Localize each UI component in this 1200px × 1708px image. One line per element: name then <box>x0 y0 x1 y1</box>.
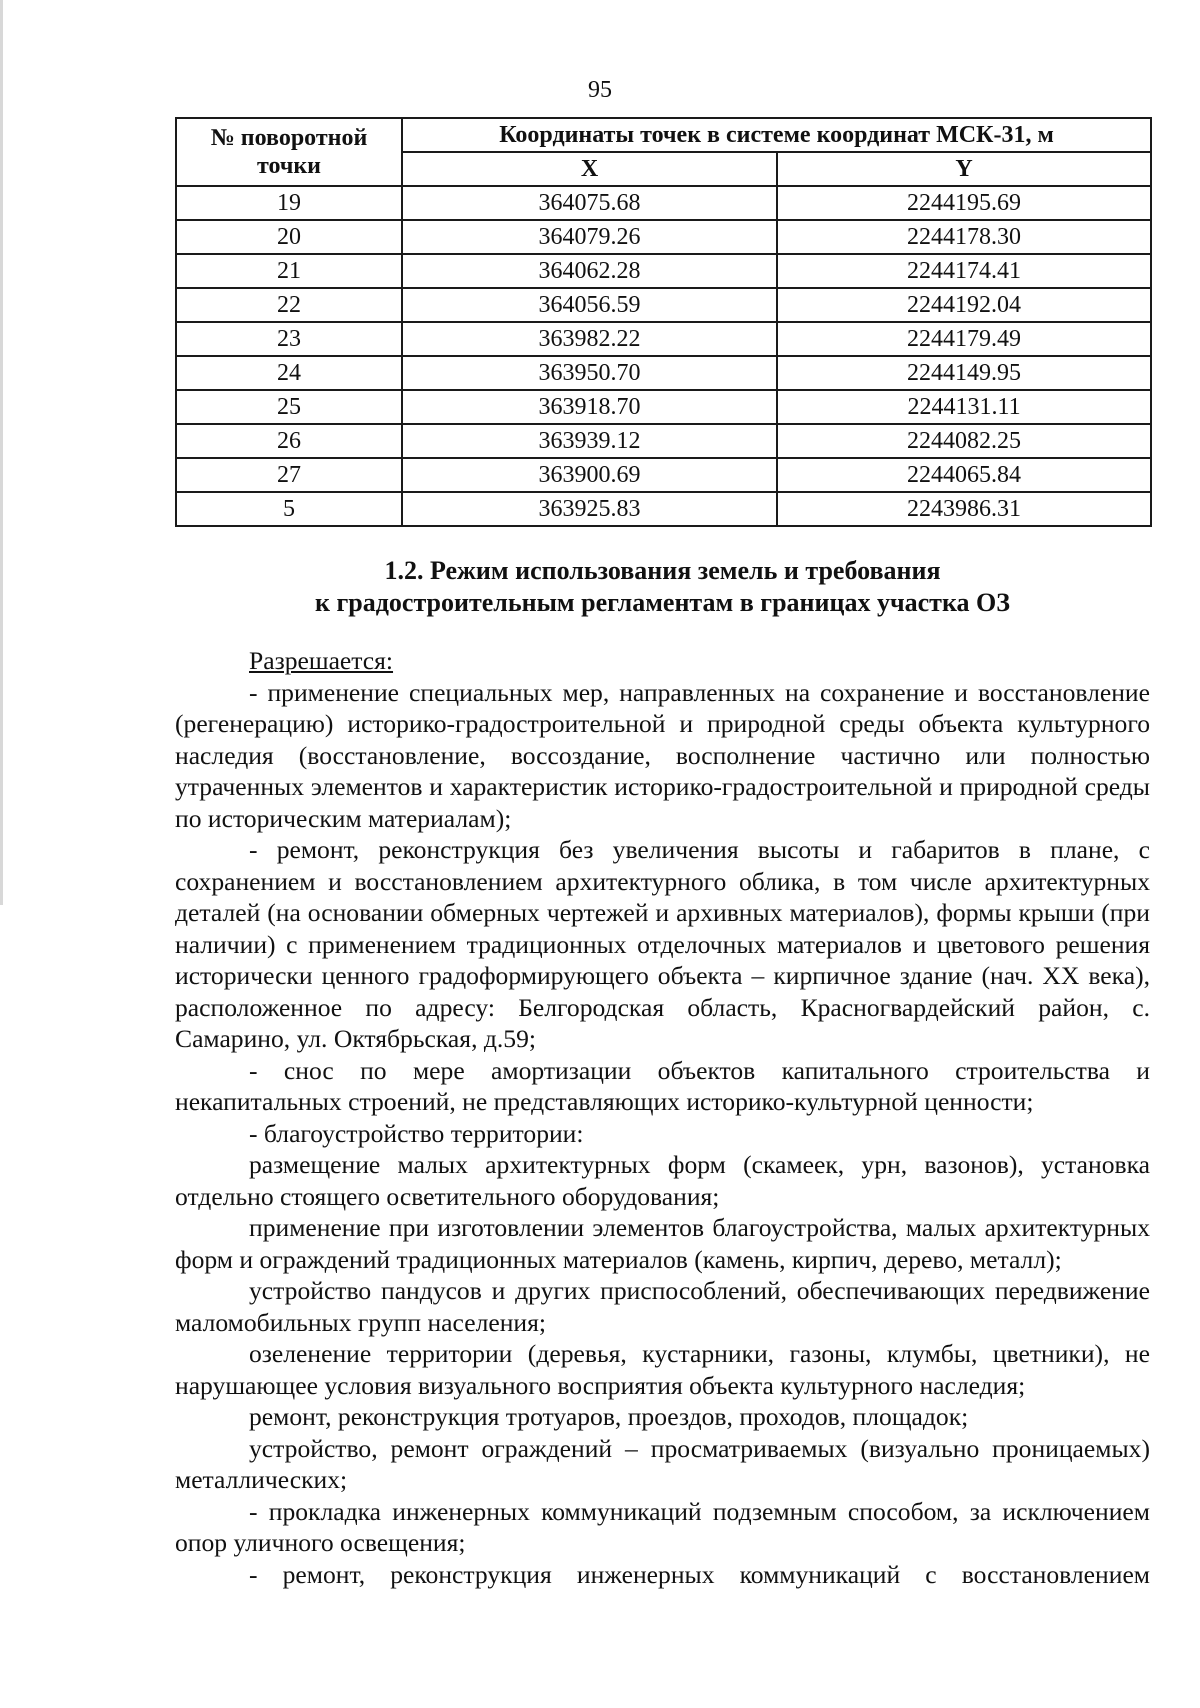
cell-x: 364079.26 <box>402 220 777 254</box>
allowed-label: Разрешается: <box>249 646 394 675</box>
paragraph: устройство, ремонт ограждений – просматриваемых (визуально проницаемых) металлических; <box>175 1433 1150 1494</box>
table-row <box>176 220 1151 254</box>
cell-point: 21 <box>176 254 402 288</box>
section-heading-line-1: 1.2. Режим использования земель и требования <box>384 556 941 585</box>
header-point-number: № поворотной точки <box>176 118 402 186</box>
paragraph: - ремонт, реконструкция без увеличения высоты и габаритов в плане, с сохранением и восстановлением архитектурного облика, в том числе архитектурных деталей (на основании обмерных чертежей и архивных материалов), формы крыши (при наличии) с применением традиционных отделочных материалов и цветового решения исторически ценного градоформирующего объекта – кирпичное здание (нач. XX века), расположенное по адресу: Белгородская область, Красногвардейский район, с. Самарино, ул. Октябрьская, д.59; <box>175 835 1150 1053</box>
cell-x: 363925.83 <box>402 492 777 526</box>
header-y: Y <box>777 152 1151 186</box>
cell-x: 364062.28 <box>402 254 777 288</box>
cell-y: 2244179.49 <box>777 322 1151 356</box>
cell-y: 2244178.30 <box>777 220 1151 254</box>
table-row <box>176 322 1151 356</box>
cell-point: 23 <box>176 322 402 356</box>
scan-edge-line <box>0 0 3 905</box>
table-row <box>176 390 1151 424</box>
cell-x: 363950.70 <box>402 356 777 390</box>
section-heading <box>175 555 1150 619</box>
cell-point: 25 <box>176 390 402 424</box>
table-row <box>176 458 1151 492</box>
paragraph: - ремонт, реконструкция инженерных коммуникаций с восстановлением <box>249 1559 1150 1589</box>
paragraph: - благоустройство территории: <box>249 1118 584 1148</box>
cell-point: 19 <box>176 186 402 220</box>
cell-x: 363918.70 <box>402 390 777 424</box>
table-row <box>176 492 1151 526</box>
header-x: X <box>402 152 777 186</box>
paragraph: - снос по мере амортизации объектов капитального строительства и некапитальных строений, не представляющих историко-культурной ценности; <box>175 1055 1150 1116</box>
table-row <box>176 186 1151 220</box>
page-number: 95 <box>588 77 612 103</box>
table-row <box>176 254 1151 288</box>
cell-point: 20 <box>176 220 402 254</box>
cell-x: 363900.69 <box>402 458 777 492</box>
cell-y: 2244065.84 <box>777 458 1151 492</box>
cell-y: 2244195.69 <box>777 186 1151 220</box>
cell-x: 363982.22 <box>402 322 777 356</box>
paragraph: размещение малых архитектурных форм (скамеек, урн, вазонов), установка отдельно стоящего осветительного оборудования; <box>175 1150 1150 1211</box>
cell-y: 2243986.31 <box>777 492 1151 526</box>
cell-y: 2244149.95 <box>777 356 1151 390</box>
cell-point: 27 <box>176 458 402 492</box>
cell-point: 22 <box>176 288 402 322</box>
paragraph: устройство пандусов и других приспособлений, обеспечивающих передвижение маломобильных групп населения; <box>175 1276 1150 1337</box>
cell-y: 2244174.41 <box>777 254 1151 288</box>
cell-y: 2244082.25 <box>777 424 1151 458</box>
coordinates-table <box>175 117 1152 527</box>
cell-x: 363939.12 <box>402 424 777 458</box>
cell-point: 26 <box>176 424 402 458</box>
cell-y: 2244131.11 <box>777 390 1151 424</box>
cell-y: 2244192.04 <box>777 288 1151 322</box>
paragraph: - прокладка инженерных коммуникаций подземным способом, за исключением опор уличного освещения; <box>175 1496 1150 1557</box>
cell-point: 24 <box>176 356 402 390</box>
cell-x: 364075.68 <box>402 186 777 220</box>
paragraph: озеленение территории (деревья, кустарники, газоны, клумбы, цветники), не нарушающее условия визуального восприятия объекта культурного наследия; <box>175 1339 1150 1400</box>
table-row <box>176 424 1151 458</box>
header-coordinates: Координаты точек в системе координат МСК-31, м <box>402 118 1151 152</box>
body-text <box>175 645 1150 1590</box>
table-row <box>176 356 1151 390</box>
paragraph: применение при изготовлении элементов благоустройства, малых архитектурных форм и ограждений традиционных материалов (камень, кирпич, дерево, металл); <box>175 1213 1150 1274</box>
paragraph: - применение специальных мер, направленных на сохранение и восстановление (регенерацию) историко-градостроительной и природной среды объекта культурного наследия (восстановление, воссоздание, восполнение частично или полностью утраченных элементов и характеристик историко-градостроительной и природной среды по историческим материалам); <box>175 677 1150 833</box>
section-heading-line-2: к градостроительным регламентам в границах участка ОЗ <box>315 588 1010 617</box>
cell-x: 364056.59 <box>402 288 777 322</box>
table-row <box>176 288 1151 322</box>
paragraph: ремонт, реконструкция тротуаров, проездов, проходов, площадок; <box>249 1402 969 1431</box>
cell-point: 5 <box>176 492 402 526</box>
